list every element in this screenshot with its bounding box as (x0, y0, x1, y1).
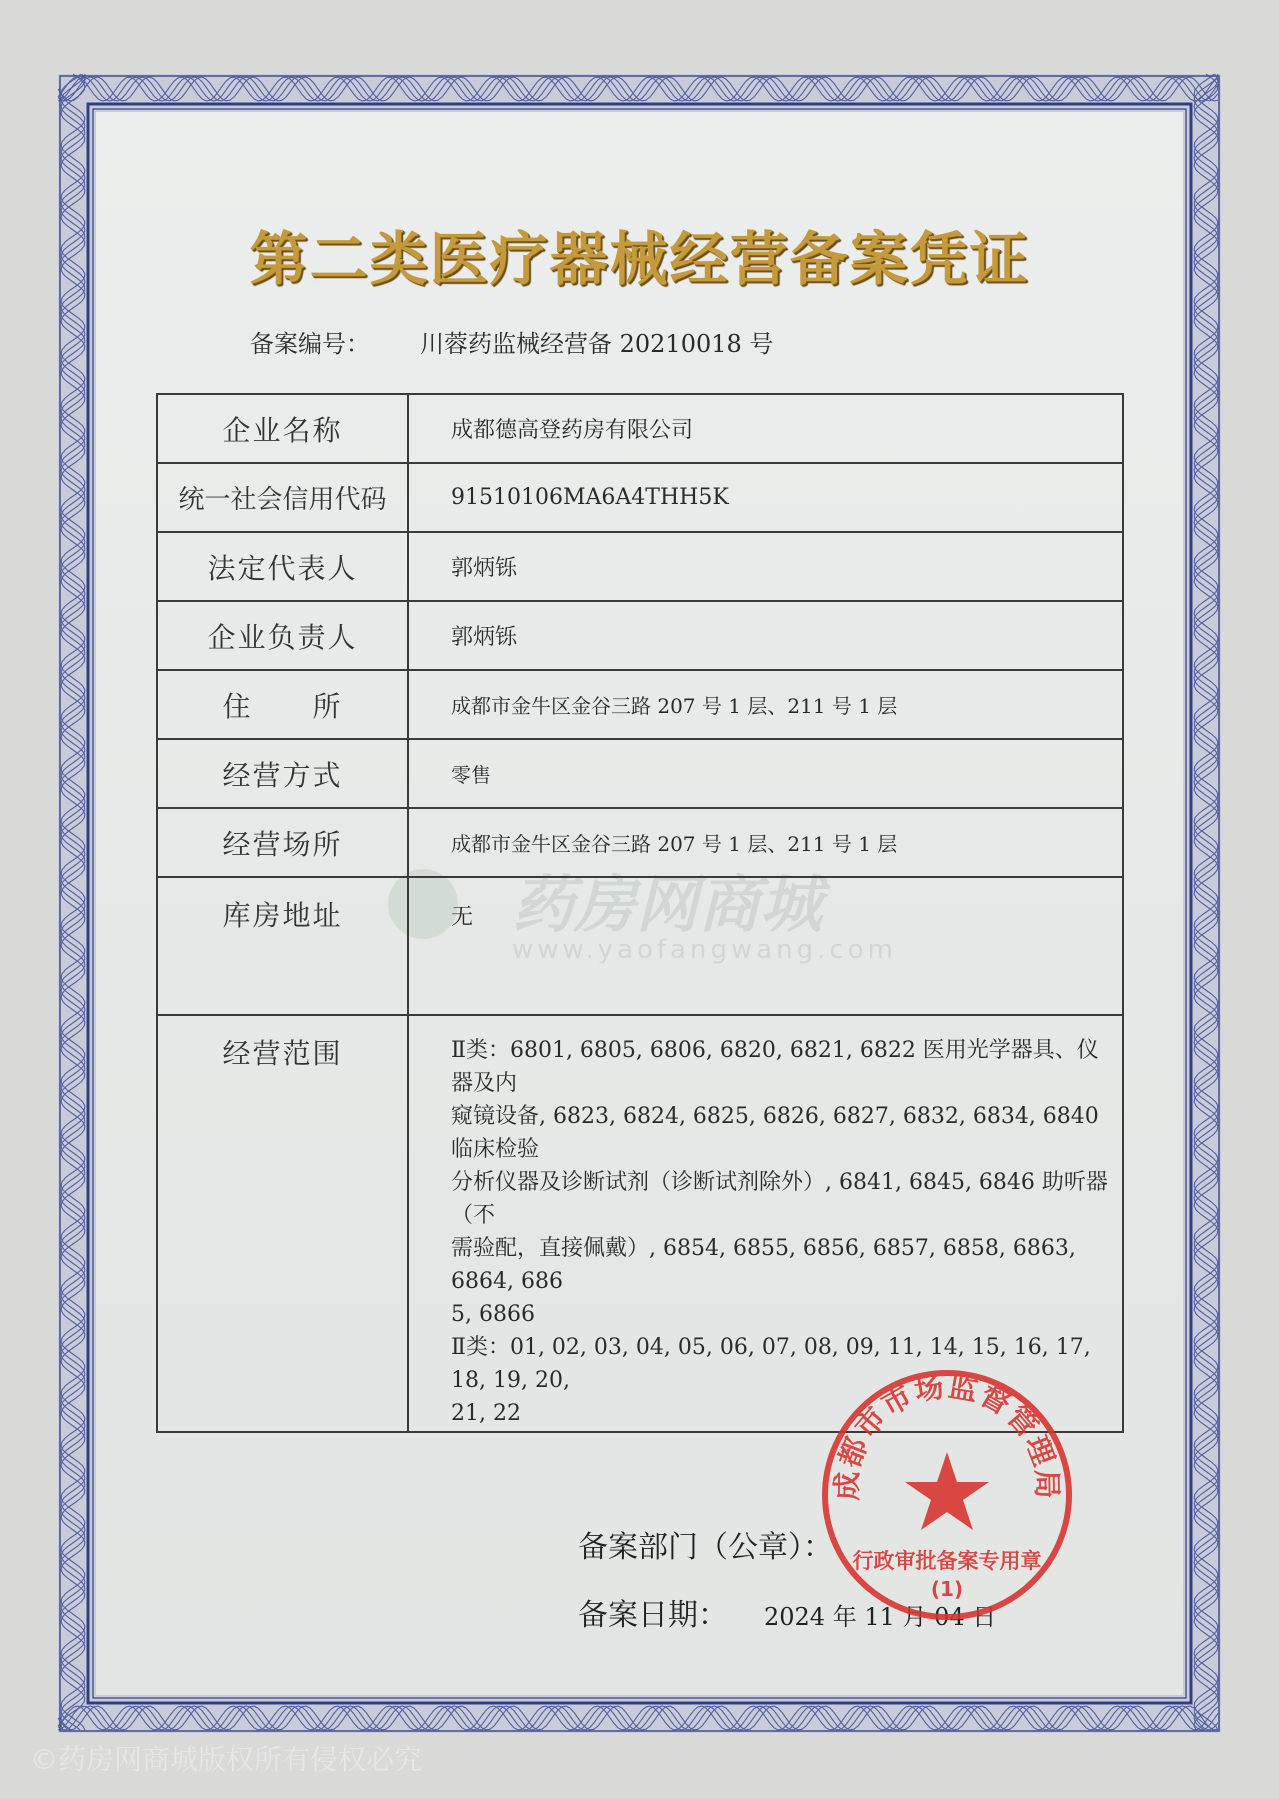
scope-line: 21, 22 (451, 1401, 521, 1426)
date-value: 2024 年 11 月 04 日 (764, 1603, 997, 1631)
row-value: 郭炳铄 (408, 532, 1123, 601)
table-row (157, 877, 1123, 1015)
department-line (578, 1522, 833, 1566)
row-label: 法定代表人 (157, 532, 408, 601)
watermark-url: www.yaofangwang.com (512, 935, 897, 965)
row-label: 库房地址 (157, 877, 408, 1015)
table-row (157, 532, 1123, 601)
scope-line: 分析仪器及诊断试剂（诊断试剂除外）, 6841, 6845, 6846 助听器（不 (451, 1170, 1108, 1228)
scope-label: 经营范围 (157, 1015, 408, 1432)
row-value: 郭炳铄 (408, 601, 1123, 670)
record-number-value: 川蓉药监械经营备 20210018 号 (420, 330, 774, 358)
copyright-watermark: ©药房网商城版权所有侵权必究 (30, 1743, 423, 1776)
row-value: 成都市金牛区金谷三路 207 号 1 层、211 号 1 层 (408, 808, 1123, 877)
table-row (157, 601, 1123, 670)
row-value: 成都德高登药房有限公司 (408, 394, 1123, 463)
scope-line: Ⅱ类：6801, 6805, 6806, 6820, 6821, 6822 医用光学器具、仪器及内 (451, 1038, 1099, 1096)
row-label: 统一社会信用代码 (157, 463, 408, 532)
row-value: 成都市金牛区金谷三路 207 号 1 层、211 号 1 层 (408, 670, 1123, 739)
table-row (157, 394, 1123, 463)
scope-line: 窥镜设备, 6823, 6824, 6825, 6826, 6827, 6832, 6834, 6840 临床检验 (451, 1104, 1099, 1162)
info-table (156, 393, 1124, 1433)
certificate-title: 第二类医疗器械经营备案凭证 (249, 225, 1030, 293)
seal-outer-text: 成都市市场监督管理局 (829, 1369, 1065, 1501)
date-label: 备案日期： (578, 1598, 728, 1633)
row-label: 经营方式 (157, 739, 408, 808)
table-row (157, 670, 1123, 739)
scope-line: 需验配，直接佩戴）, 6854, 6855, 6856, 6857, 6858, 6863, 6864, 686 (451, 1236, 1076, 1294)
row-label: 企业名称 (157, 394, 408, 463)
row-label: 经营场所 (157, 808, 408, 877)
department-label: 备案部门（公章）： (578, 1530, 833, 1565)
watermark-text: 药房网商城 (512, 868, 823, 941)
seal-number: (1) (930, 1577, 964, 1601)
table-row (157, 739, 1123, 808)
table-row (157, 463, 1123, 532)
official-seal (812, 1360, 1082, 1630)
row-value: 无 (408, 877, 1123, 1015)
row-label: 住 所 (157, 670, 408, 739)
row-value: 零售 (408, 739, 1123, 808)
seal-inner-text: 行政审批备案专用章 (852, 1549, 1042, 1573)
record-number-label: 备案编号： (250, 330, 370, 358)
scope-line: 5, 6866 (451, 1302, 535, 1327)
record-number (250, 324, 773, 359)
table-row (157, 808, 1123, 877)
scope-line: Ⅱ类：01, 02, 03, 04, 05, 06, 07, 08, 09, 11, 14, 15, 16, 17, 18, 19, 20, (451, 1335, 1091, 1393)
row-label: 企业负责人 (157, 601, 408, 670)
row-value: 91510106MA6A4THH5K (408, 463, 1123, 532)
